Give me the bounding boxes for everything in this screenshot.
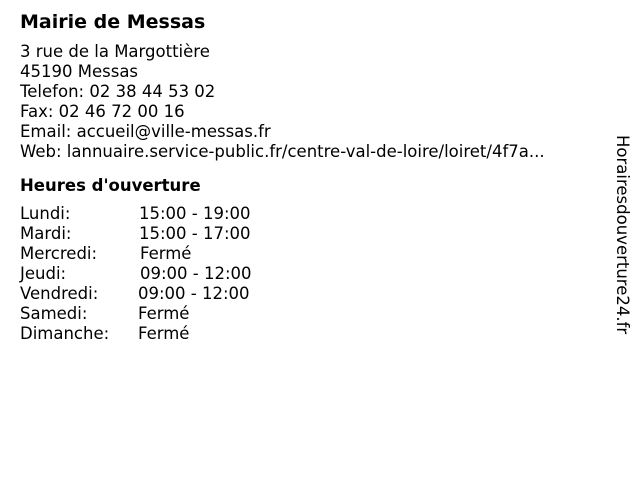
day-hours: Fermé bbox=[140, 244, 192, 263]
phone-line bbox=[20, 82, 600, 102]
fax-label: Fax: bbox=[20, 102, 54, 121]
day-hours: Fermé bbox=[138, 324, 190, 343]
email-line bbox=[20, 122, 600, 142]
contact-block bbox=[20, 42, 600, 162]
day-label: Mercredi: bbox=[20, 244, 98, 263]
day-label: Vendredi: bbox=[20, 284, 99, 303]
day-label: Jeudi: bbox=[20, 264, 67, 283]
day-label: Lundi: bbox=[20, 204, 71, 223]
fax-number: 02 46 72 00 16 bbox=[58, 102, 185, 121]
opening-hours-table bbox=[20, 204, 600, 344]
hours-row-tuesday bbox=[20, 224, 600, 244]
day-hours: Fermé bbox=[138, 304, 190, 323]
day-hours: 15:00 - 17:00 bbox=[139, 224, 251, 243]
hours-row-thursday bbox=[20, 264, 600, 284]
day-hours: 09:00 - 12:00 bbox=[138, 284, 250, 303]
site-watermark-text: Horairesdouverture24.fr bbox=[613, 135, 632, 335]
hours-row-saturday bbox=[20, 304, 600, 324]
day-label: Dimanche: bbox=[20, 324, 110, 343]
day-hours: 15:00 - 19:00 bbox=[139, 204, 251, 223]
hours-row-sunday bbox=[20, 324, 600, 344]
day-hours: 09:00 - 12:00 bbox=[140, 264, 252, 283]
web-line bbox=[20, 142, 600, 162]
phone-link[interactable]: 02 38 44 53 02 bbox=[89, 82, 216, 101]
hours-row-friday bbox=[20, 284, 600, 304]
office-title: Mairie de Messas bbox=[20, 11, 206, 33]
opening-hours-title: Heures d'ouverture bbox=[20, 176, 201, 195]
hours-row-wednesday bbox=[20, 244, 600, 264]
fax-line bbox=[20, 102, 600, 122]
day-label: Mardi: bbox=[20, 224, 72, 243]
phone-label: Telefon: bbox=[20, 82, 85, 101]
hours-row-monday bbox=[20, 204, 600, 224]
postal-city: 45190 Messas bbox=[20, 62, 139, 81]
email-link[interactable]: accueil@ville-messas.fr bbox=[76, 122, 271, 141]
email-label: Email: bbox=[20, 122, 72, 141]
website-link[interactable]: lannuaire.service-public.fr/centre-val-de-loire/loiret/4f7a... bbox=[66, 142, 545, 161]
day-label: Samedi: bbox=[20, 304, 88, 323]
office-card bbox=[20, 10, 600, 344]
web-label: Web: bbox=[20, 142, 62, 161]
street-address: 3 rue de la Margottière bbox=[20, 42, 210, 61]
